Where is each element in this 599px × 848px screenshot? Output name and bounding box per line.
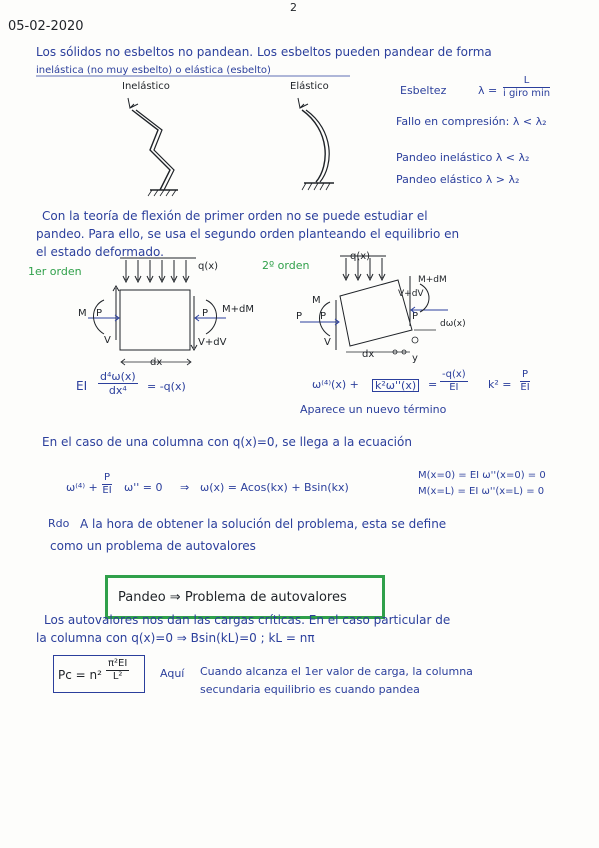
theory-line-3: el estado deformado.	[36, 245, 164, 259]
first-order-left-force: P	[96, 308, 103, 319]
second-order-left-moment: M	[312, 295, 321, 306]
remark-label: Rdo	[48, 517, 70, 530]
theory-line-1: Con la teoría de flexión de primer orden no se puede estudiar el	[42, 209, 428, 223]
column-eq-a: ω⁽⁴⁾ +	[66, 481, 98, 494]
second-order-right-moment: M+dM	[418, 275, 447, 285]
first-order-eq-num: d⁴ω(x)	[100, 370, 136, 383]
critical-note-label: Aquí	[160, 667, 185, 680]
k-num: P	[522, 369, 529, 380]
eigen-line-1: Los autovalores nos dan las cargas críticas. En el caso particular de	[44, 613, 451, 627]
column-eq-a-num: P	[104, 472, 111, 483]
second-order-load: q(x)	[350, 251, 371, 262]
intro-line-1: Los sólidos no esbeltos no pandean. Los esbeltos pueden pandear de forma	[36, 45, 492, 59]
theory-line-2: pandeo. Para ello, se usa el segundo orden planteando el equilibrio en	[36, 227, 460, 241]
critical-lhs: Pc = n²	[58, 668, 102, 682]
boundary-condition-1: M(x=0) = EI ω''(x=0) = 0	[418, 470, 546, 481]
eigen-line-2: la columna con q(x)=0 ⇒ Bsin(kL)=0 ; kL = nπ	[36, 631, 315, 645]
lambda-eq: λ =	[478, 84, 498, 97]
first-order-left-moment: M	[78, 308, 87, 319]
second-order-right-shear: V+dV	[398, 289, 424, 299]
second-order-eq-boxed: k²ω''(x)	[372, 379, 419, 392]
second-order-right-force: P	[412, 311, 419, 322]
first-order-right-moment: M+dM	[222, 304, 254, 315]
date: 05-02-2020	[8, 19, 84, 34]
k-def: k² =	[488, 378, 512, 391]
column-intro: En el caso de una columna con q(x)=0, se llega a la ecuación	[42, 435, 412, 449]
critical-note-line-1: Cuando alcanza el 1er valor de carga, la columna	[200, 665, 473, 678]
elastic-buckling: Pandeo elástico λ > λ₂	[396, 173, 520, 186]
second-order-eq-den: EI	[449, 382, 459, 393]
first-order-left-shear: V	[104, 335, 111, 346]
first-order-right-force: P	[202, 308, 209, 319]
lambda-den: i giro min	[503, 88, 551, 99]
remark-line-1: A la hora de obtener la solución del problema, esta se define	[80, 517, 447, 531]
key-concept-text: Pandeo ⇒ Problema de autovalores	[118, 590, 347, 605]
second-order-eq-main: ω⁽⁴⁾(x) +	[312, 378, 359, 391]
compression-failure: Fallo en compresión: λ < λ₂	[396, 115, 547, 128]
first-order-eq-rhs: = -q(x)	[147, 380, 186, 393]
intro-line-2: inelástica (no muy esbelto) o elástica (esbelto)	[36, 65, 271, 76]
column-eq-a-den: EI	[102, 485, 112, 496]
second-order-y-axis: y	[412, 353, 418, 364]
second-order-title: 2º orden	[262, 259, 310, 272]
first-order-title: 1er orden	[28, 265, 82, 278]
first-order-width: dx	[150, 357, 163, 368]
column-eq-b: ω'' = 0	[124, 481, 163, 494]
first-order-eq-den: dx⁴	[108, 384, 127, 397]
second-order-left-shear: V	[324, 337, 331, 348]
second-order-width: dx	[362, 349, 375, 360]
page-number: 2	[290, 1, 297, 14]
remark-line-2: como un problema de autovalores	[50, 539, 256, 553]
elastic-column	[298, 98, 334, 190]
column-eq-c: ω(x) = Acos(kx) + Bsin(kx)	[200, 481, 349, 494]
first-order-element	[88, 258, 226, 365]
second-order-left-force: P	[320, 311, 327, 322]
critical-num: π²EI	[108, 658, 128, 669]
second-order-eq-mid: =	[428, 378, 438, 391]
inelastic-buckling: Pandeo inelástico λ < λ₂	[396, 151, 530, 164]
critical-note-line-2: secundaria equilibrio es cuando pandea	[200, 683, 420, 696]
first-order-eq-lhs: EI	[76, 379, 88, 393]
boundary-condition-2: M(x=L) = EI ω''(x=L) = 0	[418, 486, 545, 497]
column-arrow: ⇒	[180, 481, 190, 494]
first-order-right-shear: V+dV	[198, 337, 227, 348]
lambda-num: L	[503, 76, 550, 88]
slenderness-label: Esbeltez	[400, 84, 447, 97]
second-order-element	[300, 256, 448, 354]
inelastic-label: Inelástico	[122, 81, 170, 92]
second-order-eq-num: -q(x)	[442, 369, 466, 380]
new-term-note: Aparece un nuevo término	[300, 403, 447, 416]
inelastic-column	[128, 98, 178, 196]
first-order-load: q(x)	[198, 261, 219, 272]
elastic-label: Elástico	[290, 81, 329, 92]
k-den: EI	[520, 382, 530, 393]
second-order-left-force-a: P	[296, 311, 303, 322]
critical-den: L²	[112, 671, 123, 682]
second-order-deflection: dω(x)	[440, 319, 466, 329]
